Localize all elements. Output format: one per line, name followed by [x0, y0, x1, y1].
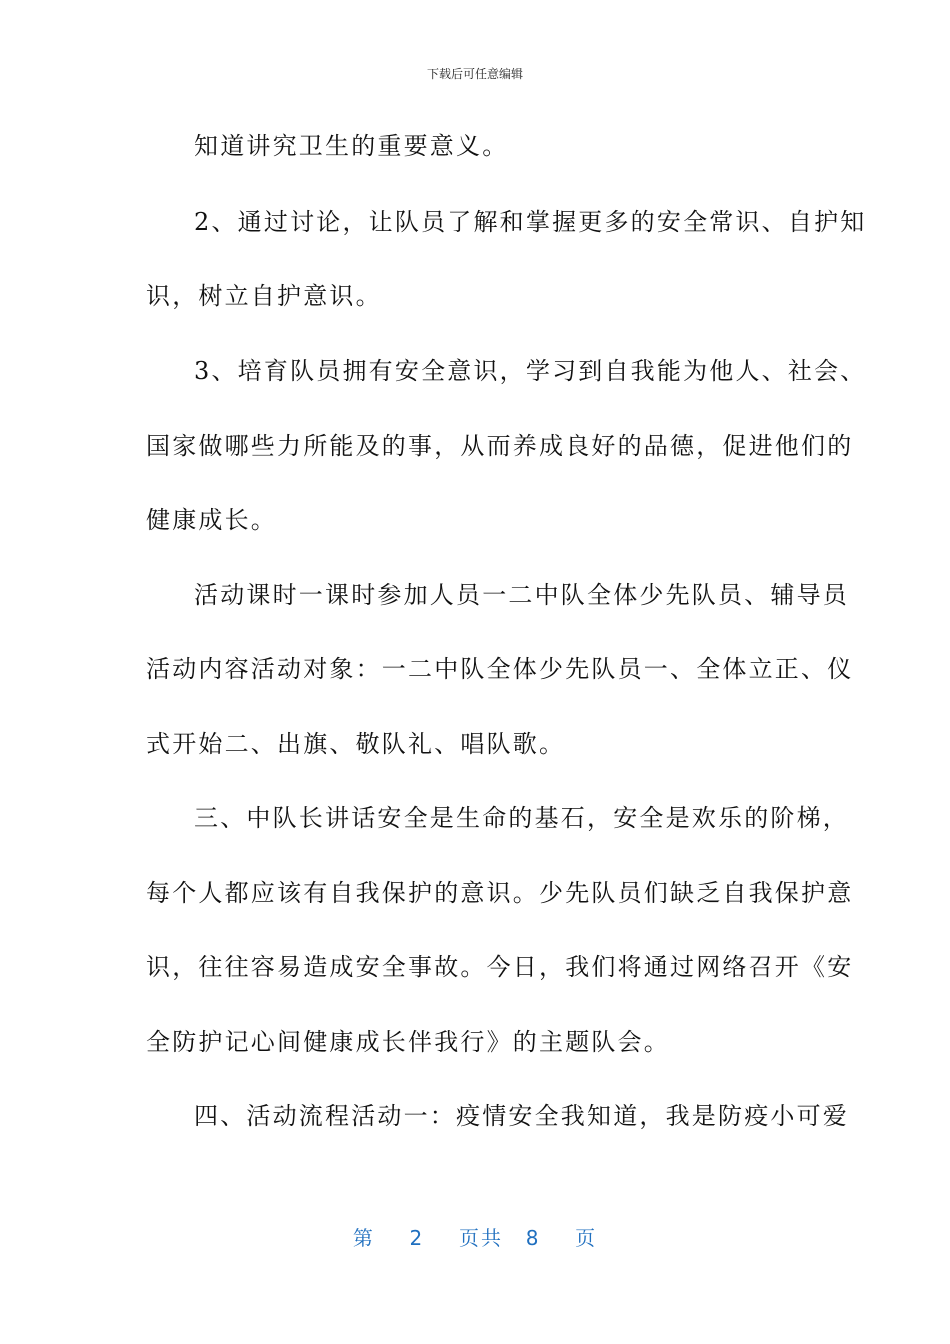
paragraph-line: 3、培育队员拥有安全意识，学习到自我能为他人、社会、	[194, 357, 867, 385]
paragraph-line: 2、通过讨论，让队员了解和掌握更多的安全常识、自护知	[194, 208, 867, 236]
page-footer	[0, 1224, 950, 1252]
paragraph-line: 识，往往容易造成安全事故。今日，我们将通过网络召开《安	[146, 953, 854, 981]
paragraph-line: 四、活动流程活动一：疫情安全我知道，我是防疫小可爱	[194, 1102, 849, 1130]
paragraph-line: 活动课时一课时参加人员一二中队全体少先队员、辅导员	[194, 581, 849, 609]
paragraph-line: 全防护记心间健康成长伴我行》的主题队会。	[146, 1028, 670, 1056]
paragraph-line: 国家做哪些力所能及的事，从而养成良好的品德，促进他们的	[146, 432, 854, 460]
footer-suffix: 页	[575, 1226, 598, 1250]
paragraph-line: 三、中队长讲话安全是生命的基石，安全是欢乐的阶梯，	[194, 804, 849, 832]
paragraph-line: 知道讲究卫生的重要意义。	[194, 132, 509, 160]
footer-prefix: 第	[352, 1226, 375, 1250]
total-page-number: 8	[525, 1226, 541, 1250]
paragraph-line: 活动内容活动对象：一二中队全体少先队员一、全体立正、仪	[146, 655, 854, 683]
paragraph-line: 识，树立自护意识。	[146, 282, 382, 310]
paragraph-line: 每个人都应该有自我保护的意识。少先队员们缺乏自我保护意	[146, 879, 854, 907]
current-page-number: 2	[409, 1226, 425, 1250]
footer-middle: 页共	[459, 1226, 503, 1250]
paragraph-line: 健康成长。	[146, 506, 277, 534]
paragraph-line: 式开始二、出旗、敬队礼、唱队歌。	[146, 730, 566, 758]
page-header: 下载后可任意编辑	[426, 67, 523, 81]
